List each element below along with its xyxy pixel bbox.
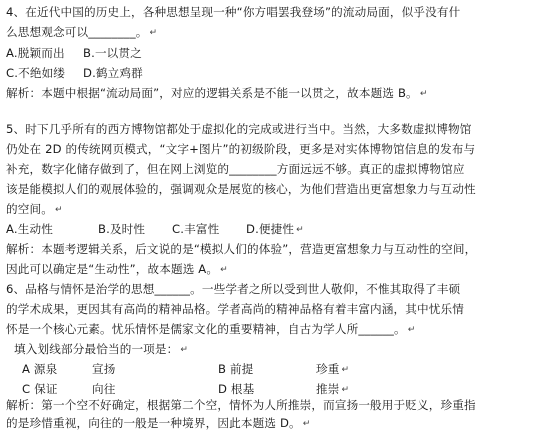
q4-option-a: A.脱颖而出	[6, 46, 65, 60]
q6-option-a-word-1: A 源泉	[22, 362, 58, 376]
paragraph-mark: ↵	[296, 225, 304, 235]
q6-analysis-line-1: 解析：第一个空不好确定，根据第二个空，情怀为人所推崇，而宣扬一般用于贬义，珍重指	[6, 398, 476, 412]
q5-stem-line-4: 该是能模拟人们的观展体验的，强调观众是展览的核心，为他们营造出更富想象力与互动性	[6, 182, 476, 196]
q6-analysis-line-2: 的是珍惜重视，向往的一般是一种境界，因此本题选 D。 ↵	[6, 416, 311, 430]
q5-stem-line-2: 仍处在 2D 的传统网页模式，“文字+图片”的初级阶段，更多是对实体博物馆信息的发布与	[6, 142, 476, 156]
q5-stem-line-1: 5、时下几乎所有的西方博物馆都处于虚拟化的完成或进行当中。当然，大多数虚拟博物馆	[6, 122, 472, 136]
q4-stem-line-1: 4、在近代中国的历史上，各种思想呈现一种“你方唱罢我登场”的流动局面，似乎没有什	[6, 5, 461, 19]
paragraph-mark: ↵	[341, 365, 350, 375]
q4-stem-line-2: 么思想观念可以________。 ↵	[6, 25, 158, 39]
paragraph-mark: ↵	[180, 345, 189, 355]
paragraph-mark: ↵	[419, 89, 428, 99]
paragraph-mark: ↵	[341, 385, 350, 395]
q6-option-b-word-2: 珍重 ↵	[316, 362, 350, 376]
q6-option-c-word-2: 向往	[92, 382, 116, 396]
q5-option-d: D.便捷性 ↵	[246, 222, 304, 236]
q5-stem-line-5: 的空间。 ↵	[6, 202, 63, 216]
q5-stem-line-3: 补充，数字化储存做到了，但在网上浏览的________方面远远不够。真正的虚拟博物馆应	[6, 162, 465, 176]
q6-option-d-word-1: D 根基	[218, 382, 255, 396]
paragraph-mark: ↵	[54, 205, 63, 215]
paragraph-mark: ↵	[220, 265, 228, 275]
q4-option-c: C.不绝如缕	[6, 66, 66, 80]
q5-option-a: A.生动性	[6, 222, 53, 236]
q5-option-b: B.及时性	[98, 222, 146, 236]
q6-option-b-word-1: B 前提	[218, 362, 254, 376]
q4-option-d: D.鹤立鸡群	[83, 66, 143, 80]
paragraph-mark: ↵	[149, 28, 158, 38]
q6-option-d-word-2: 推崇 ↵	[316, 382, 350, 396]
q5-analysis-line-1: 解析：本题考逻辑关系，后文说的是“模拟人们的体验”，营造更富想象力与互动性的空间，	[6, 242, 477, 256]
q6-instruction: 填入划线部分最恰当的一项是： ↵	[14, 342, 189, 356]
q5-option-c: C.丰富性	[172, 222, 220, 236]
q6-option-a-word-2: 宣扬	[92, 362, 116, 376]
q6-stem-line-2: 的学术成果，更因其有高尚的精神品格。学者高尚的精神品格有着丰富内涵，其中忧乐情	[6, 302, 465, 316]
paragraph-mark: ↵	[302, 419, 311, 429]
paragraph-mark: ↵	[407, 325, 416, 335]
q6-stem-line-3: 怀是一个核心元素。忧乐情怀是儒家文化的重要精神，自古为学人所______。 ↵	[6, 322, 416, 336]
q6-stem-line-1: 6、品格与情怀是治学的思想______。一些学者之所以受到世人敬仰，不惟其取得了丰硕	[6, 282, 461, 296]
q6-option-c-word-1: C 保证	[22, 382, 58, 396]
q4-option-b: B.一以贯之	[83, 46, 142, 60]
q5-analysis-line-2: 因此可以确定是“生动性”，故本题选 A。 ↵	[6, 262, 228, 276]
q4-analysis: 解析：本题中根据“流动局面”，对应的逻辑关系是不能一以贯之，故本题选 B。 ↵	[6, 86, 428, 100]
